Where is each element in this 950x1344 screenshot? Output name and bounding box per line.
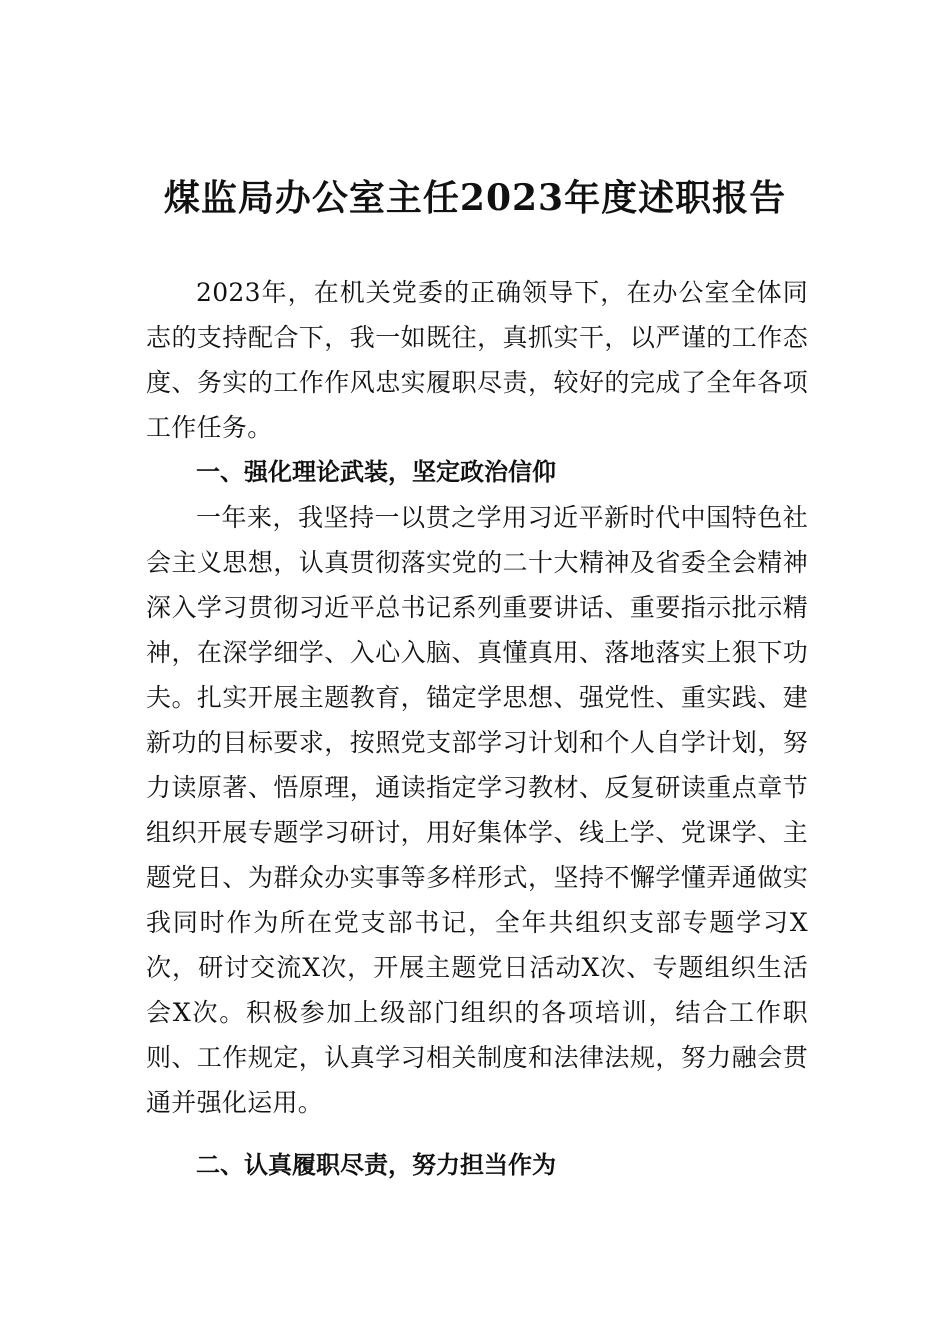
section-heading-1: 一、强化理论武装，坚定政治信仰 (196, 458, 556, 486)
document-body (146, 270, 808, 1188)
document-title: 煤监局办公室主任2023年度述职报告 (163, 177, 787, 219)
section-paragraph-1: 一年来，我坚持一以贯之学用习近平新时代中国特色社会主义思想，认真贯彻落实党的二十大精神及省委全会精神深入学习贯彻习近平总书记系列重要讲话、重要指示批示精神，在深学细学、入心入脑、真懂真用、落地落实上狠下功夫。扎实开展主题教育，锚定学思想、强党性、重实践、建新功的目标要求，按照党支部学习计划和个人自学计划，努力读原著、悟原理，通读指定学习教材、反复研读重点章节组织开展专题学习研讨，用好集体学、线上学、党课学、主题党日、为群众办实事等多样形式，坚持不懈学懂弄通做实我同时作为所在党支部书记，全年共组织支部专题学习X次，研讨交流X次，开展主题党日活动X次、专题组织生活会X次。积极参加上级部门组织的各项培训，结合工作职则、工作规定，认真学习相关制度和法律法规，努力融会贯通并强化运用。 (146, 503, 808, 1117)
section-heading-2: 二、认真履职尽责，努力担当作为 (196, 1151, 556, 1179)
intro-paragraph: 2023年，在机关党委的正确领导下，在办公室全体同志的支持配合下，我一如既往，真抓实干，以严谨的工作态度、务实的工作作风忠实履职尽责，较好的完成了全年各项工作任务。 (146, 278, 808, 442)
